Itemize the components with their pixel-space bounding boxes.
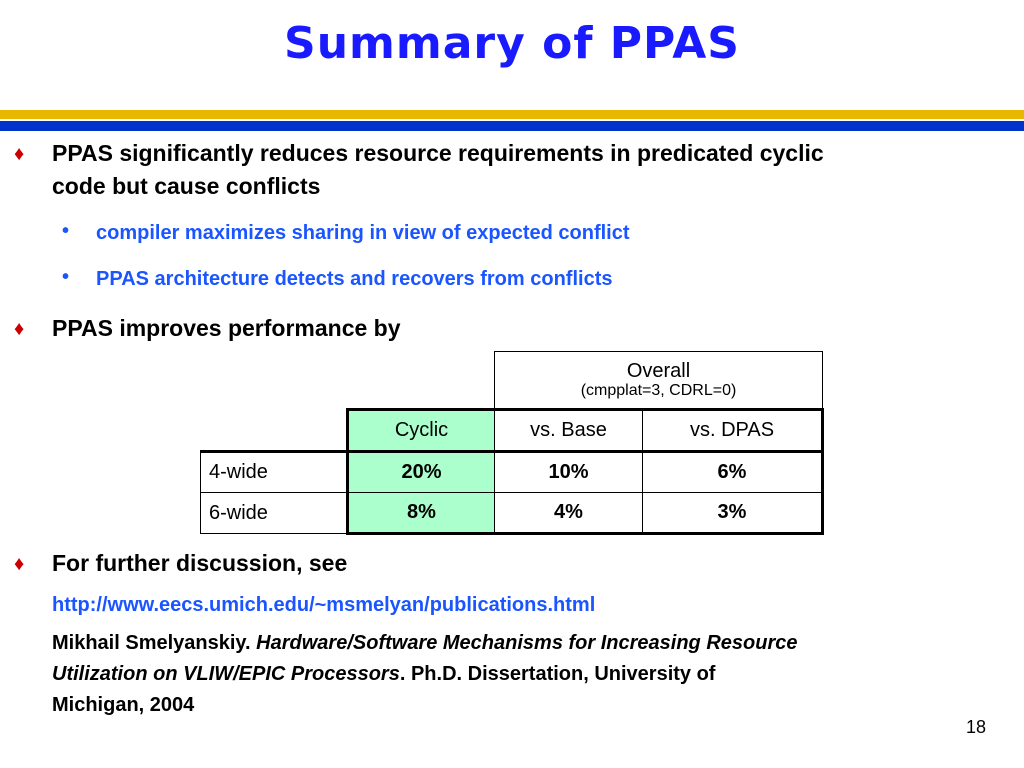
cell-vs-dpas: 6% xyxy=(643,452,823,493)
diamond-bullet-icon: ♦ xyxy=(14,553,25,575)
header-vs-dpas: vs. DPAS xyxy=(643,410,823,452)
cell-cyclic: 20% xyxy=(348,452,495,493)
cell-vs-dpas: 3% xyxy=(643,493,823,534)
citation-line-1 xyxy=(52,628,797,659)
bullet-1-line-1: PPAS significantly reduces resource requirements in predicated cyclic xyxy=(52,140,824,166)
bullet-1-line-2: code but cause conflicts xyxy=(52,173,321,199)
citation-line-2 xyxy=(52,659,797,690)
cell-cyclic: 8% xyxy=(348,493,495,534)
citation-title-2: Utilization on VLIW/EPIC Processors xyxy=(52,663,400,685)
diamond-bullet-icon: ♦ xyxy=(14,318,25,340)
sub-bullet-2: PPAS architecture detects and recovers from conflicts xyxy=(96,268,613,290)
row-label: 4-wide xyxy=(201,452,348,493)
cell-vs-base: 4% xyxy=(495,493,643,534)
performance-table xyxy=(200,351,824,535)
overall-header xyxy=(495,352,823,410)
citation-rest: . Ph.D. Dissertation, University of xyxy=(399,663,716,685)
citation xyxy=(52,628,797,721)
header-vs-base: vs. Base xyxy=(495,410,643,452)
sub-bullet-1: compiler maximizes sharing in view of expected conflict xyxy=(96,222,630,244)
bullet-3: For further discussion, see xyxy=(52,550,348,576)
citation-author: Mikhail Smelyanskiy. xyxy=(52,632,257,654)
title-divider-blue xyxy=(0,121,1024,131)
publications-link[interactable]: http://www.eecs.umich.edu/~msmelyan/publications.html xyxy=(52,594,596,616)
citation-line-3: Michigan, 2004 xyxy=(52,694,195,716)
overall-label: Overall xyxy=(626,360,691,382)
sub-bullet-dot-icon: • xyxy=(62,220,70,242)
table-row xyxy=(201,493,823,534)
row-label: 6-wide xyxy=(201,493,348,534)
diamond-bullet-icon: ♦ xyxy=(14,143,25,165)
bullet-1 xyxy=(52,137,824,203)
page-number: 18 xyxy=(965,717,986,737)
cell-vs-base: 10% xyxy=(495,452,643,493)
citation-title-1: Hardware/Software Mechanisms for Increasing Resource xyxy=(256,632,798,654)
bullet-2: PPAS improves performance by xyxy=(52,315,401,341)
overall-params: (cmpplat=3, CDRL=0) xyxy=(580,382,737,399)
sub-bullet-dot-icon: • xyxy=(62,266,70,288)
title-divider-gold xyxy=(0,110,1024,119)
table-row xyxy=(201,452,823,493)
slide-title: Summary of PPAS xyxy=(284,18,740,69)
header-cyclic: Cyclic xyxy=(348,410,495,452)
